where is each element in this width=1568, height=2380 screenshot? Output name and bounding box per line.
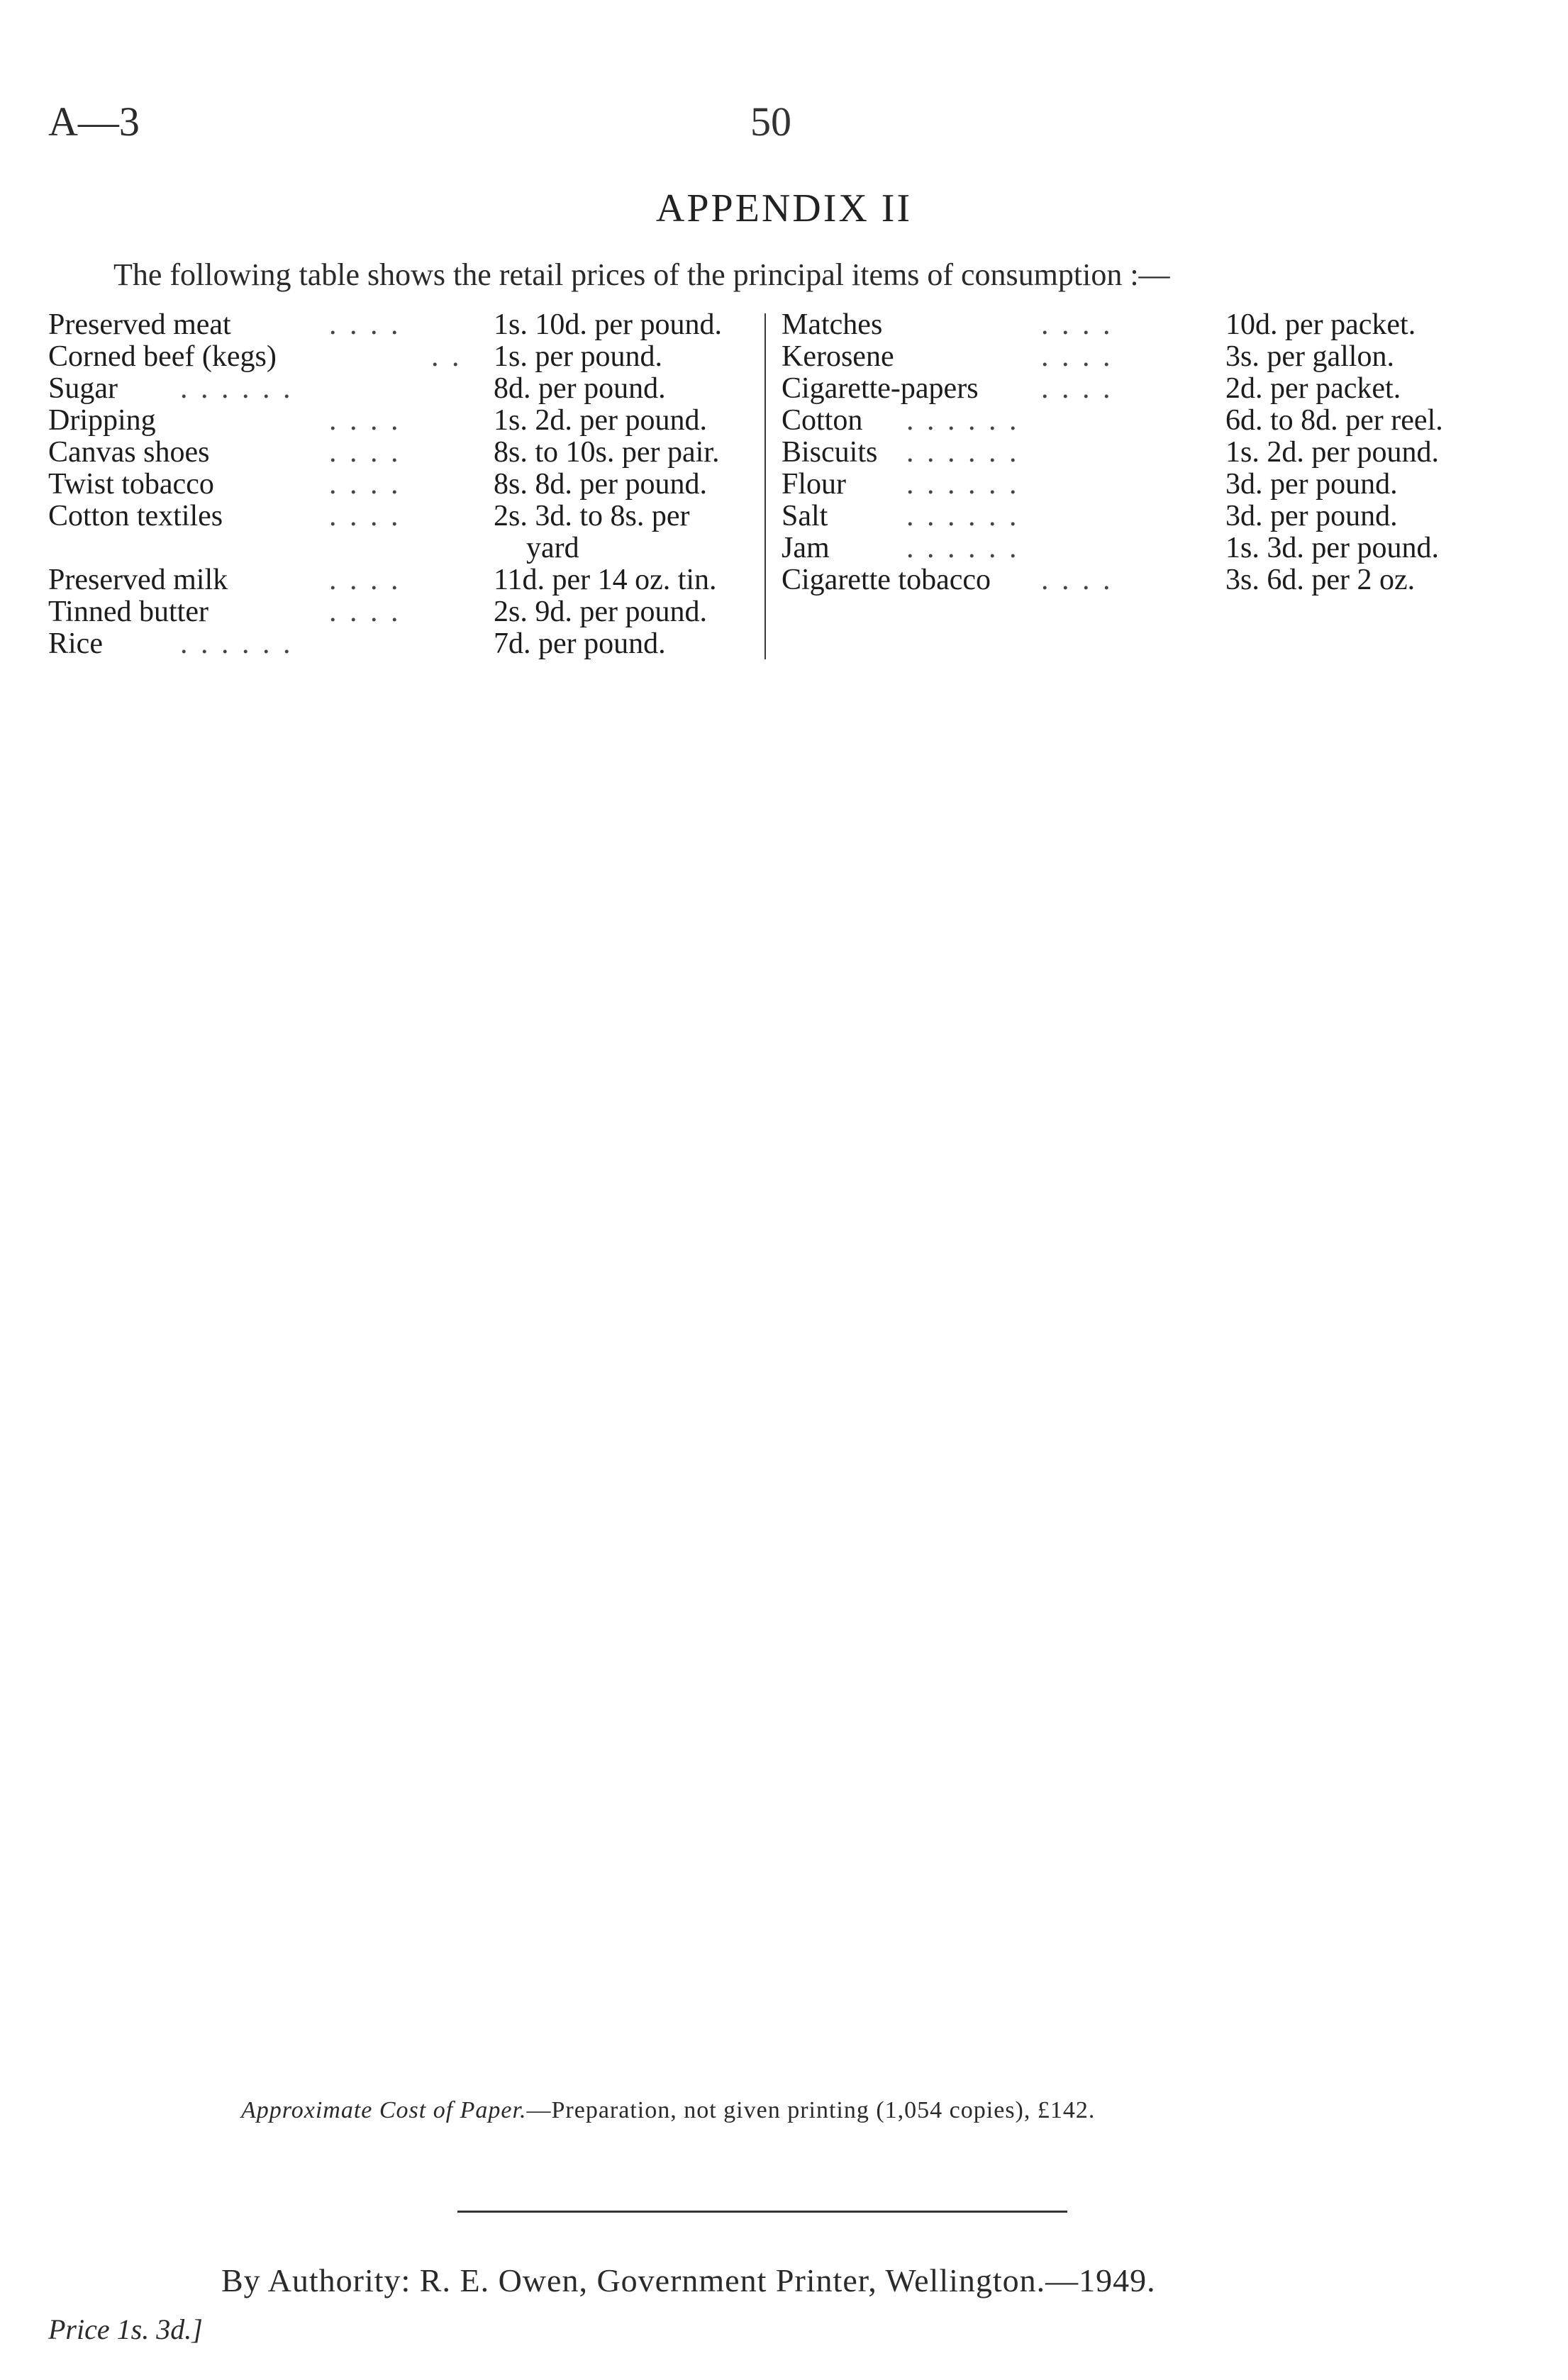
page-reference: A—3 [48, 99, 140, 145]
table-row [48, 437, 764, 469]
item-price: 3s. 6d. per 2 oz. [1225, 564, 1416, 596]
leader-dots: . . [431, 340, 462, 373]
item-name: Cigarette-papers [782, 372, 979, 405]
leader-dots: . . . . . . [906, 500, 1020, 532]
item-name: Biscuits [782, 436, 878, 469]
item-name: Cotton textiles [48, 500, 223, 532]
item-name: Matches [782, 308, 883, 341]
leader-dots: . . . . [1041, 372, 1113, 405]
item-price: 1s. 2d. per pound. [1225, 436, 1439, 469]
leader-dots: . . . . [329, 468, 401, 501]
item-price: 1s. 10d. per pound. [494, 308, 722, 341]
cost-text: —Preparation, not given printing (1,054 copies), £142. [526, 2097, 1096, 2123]
item-name: Rice [48, 627, 103, 660]
item-price: 1s. per pound. [494, 340, 662, 373]
leader-dots: . . . . [1041, 340, 1113, 373]
item-price: 11d. per 14 oz. tin. [494, 564, 717, 596]
table-row [48, 373, 764, 405]
leader-dots: . . . . [329, 436, 401, 469]
item-price: 2d. per packet. [1225, 372, 1401, 405]
item-name: Cotton [782, 404, 863, 437]
item-price: 8s. 8d. per pound. [494, 468, 707, 501]
item-price: 6d. to 8d. per reel. [1225, 404, 1443, 437]
table-row [48, 596, 764, 628]
item-name: Flour [782, 468, 847, 501]
item-name: Jam [782, 532, 830, 564]
item-name: Canvas shoes [48, 436, 210, 469]
printer-authority: By Authority: R. E. Owen, Government Printer, Wellington.—1949. [221, 2262, 1156, 2298]
item-price: 3s. per gallon. [1225, 340, 1394, 373]
leader-dots: . . . . . . [180, 372, 294, 405]
table-row [48, 501, 764, 564]
item-name: Corned beef (kegs) [48, 340, 277, 373]
leader-dots: . . . . . . [906, 468, 1020, 501]
item-name: Sugar [48, 372, 118, 405]
price-table-right [782, 309, 1533, 621]
item-price: 8s. to 10s. per pair. [494, 436, 720, 469]
item-price: 3d. per pound. [1225, 468, 1398, 501]
item-name: Kerosene [782, 340, 894, 373]
cost-of-paper-note [241, 2097, 1095, 2124]
leader-dots: . . . . [329, 404, 401, 437]
table-row [782, 437, 1533, 469]
horizontal-rule [457, 2211, 1067, 2213]
cost-label: Approximate Cost of Paper. [241, 2097, 527, 2123]
leader-dots: . . . . [329, 500, 401, 532]
page-number: 50 [750, 99, 791, 145]
table-row [782, 532, 1533, 564]
item-price: 7d. per pound. [494, 627, 666, 660]
leader-dots: . . . . [329, 564, 401, 596]
leader-dots: . . . . . . [906, 404, 1020, 437]
item-price: 2s. 9d. per pound. [494, 596, 707, 628]
item-price-line2: yard [526, 532, 579, 564]
item-name: Cigarette tobacco [782, 564, 991, 596]
item-name: Salt [782, 500, 828, 532]
item-name: Twist tobacco [48, 468, 214, 501]
item-price-line1: 2s. 3d. to 8s. per [494, 500, 690, 532]
item-price: 1s. 2d. per pound. [494, 404, 707, 437]
table-row [782, 564, 1533, 596]
document-price: Price 1s. 3d.] [48, 2313, 203, 2345]
table-row [782, 341, 1533, 373]
table-row [782, 501, 1533, 532]
table-row [48, 341, 764, 373]
table-row [48, 628, 764, 660]
table-row [782, 469, 1533, 501]
item-price [494, 501, 690, 564]
leader-dots: . . . . . . [180, 627, 294, 660]
table-row [782, 373, 1533, 405]
table-row [782, 309, 1533, 341]
leader-dots: . . . . . . [906, 532, 1020, 564]
table-row [48, 309, 764, 341]
item-name: Dripping [48, 404, 156, 437]
table-row [782, 405, 1533, 437]
item-price: 10d. per packet. [1225, 308, 1416, 341]
item-name: Preserved meat [48, 308, 231, 341]
column-divider [764, 313, 766, 659]
table-row [48, 469, 764, 501]
leader-dots: . . . . [329, 308, 401, 341]
item-name: Preserved milk [48, 564, 228, 596]
intro-text: The following table shows the retail prices of the principal items of consumption :— [113, 257, 1170, 292]
item-price: 3d. per pound. [1225, 500, 1398, 532]
appendix-title: APPENDIX II [655, 186, 913, 230]
item-name: Tinned butter [48, 596, 208, 628]
leader-dots: . . . . . . [906, 436, 1020, 469]
table-row [48, 405, 764, 437]
leader-dots: . . . . [1041, 564, 1113, 596]
leader-dots: . . . . [1041, 308, 1113, 341]
item-price: 1s. 3d. per pound. [1225, 532, 1439, 564]
table-row [48, 564, 764, 596]
item-price: 8d. per pound. [494, 372, 666, 405]
price-table-left [48, 309, 764, 664]
leader-dots: . . . . [329, 596, 401, 628]
